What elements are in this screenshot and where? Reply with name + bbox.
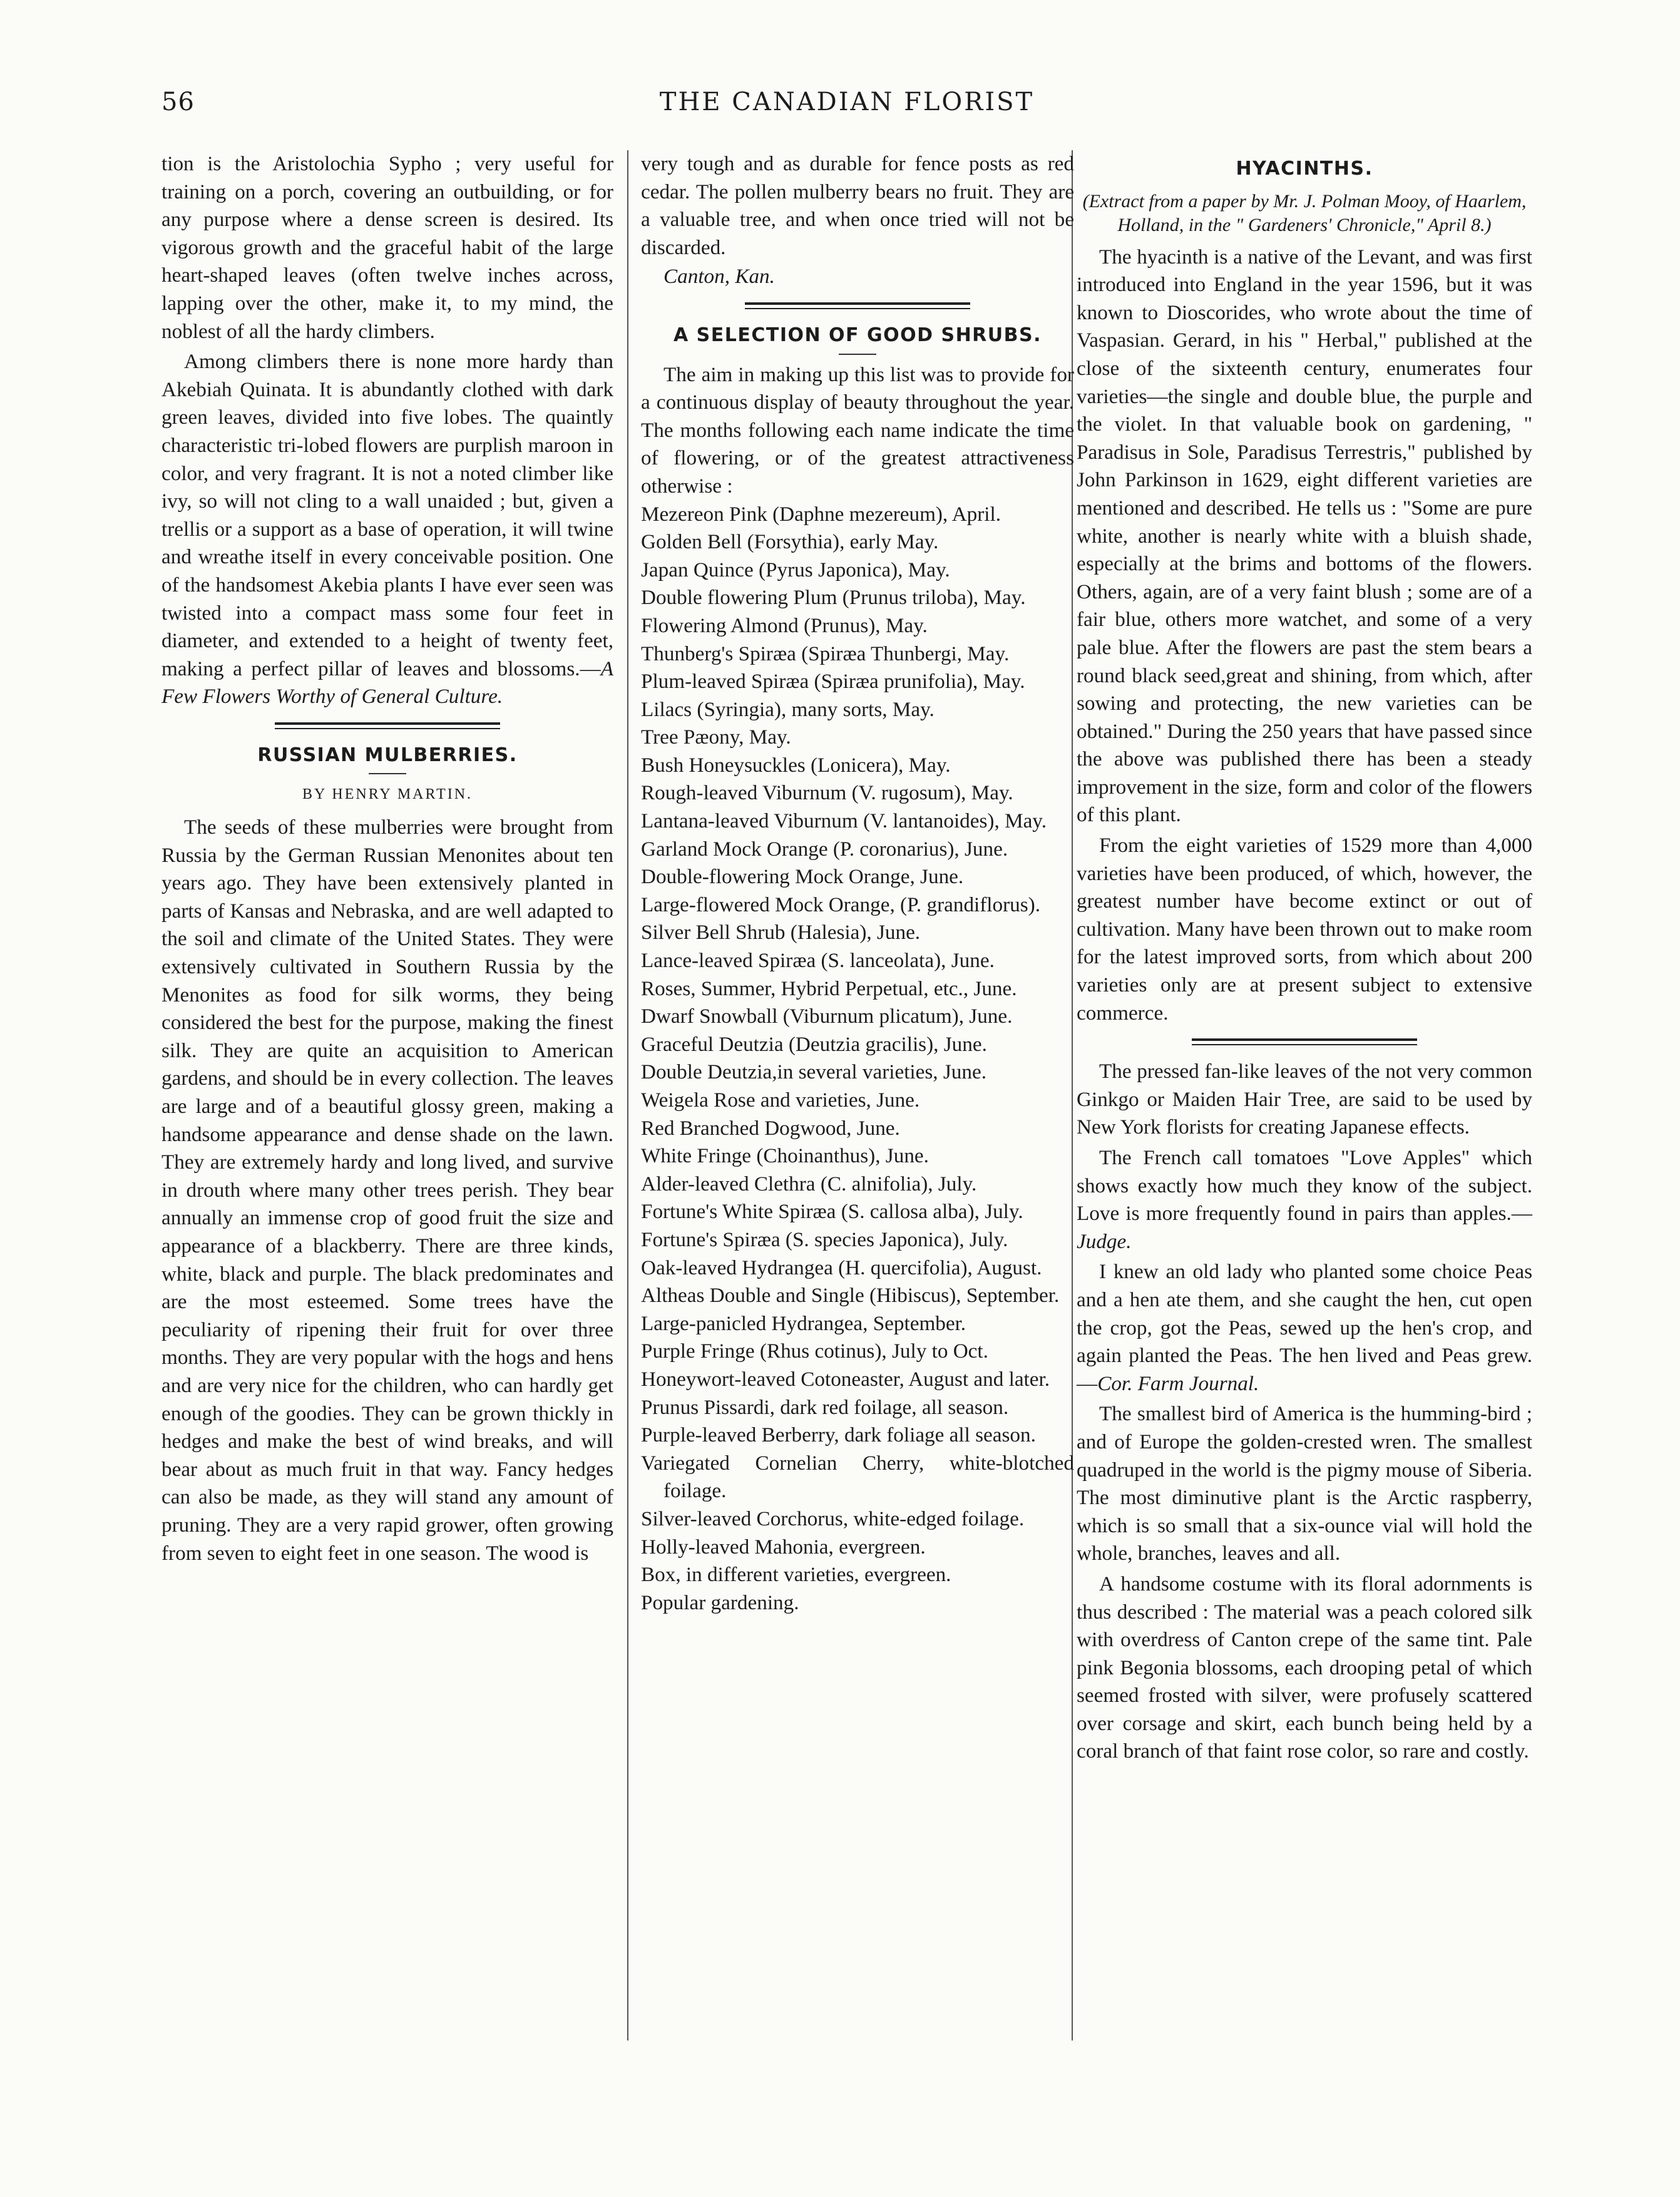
shrub-list-item: Red Branched Dogwood, June.	[641, 1116, 900, 1140]
shrub-list-item: Flowering Almond (Prunus), May.	[641, 613, 928, 637]
shrub-list-item: Double Deutzia,in several varieties, June.	[641, 1060, 987, 1084]
shrub-list-item: Bush Honeysuckles (Lonicera), May.	[641, 753, 951, 777]
love-apples-source: Judge.	[1077, 1229, 1132, 1253]
shrub-list-item: Silver-leaved Corchorus, white-edged foilage.	[641, 1507, 1025, 1530]
shrub-list-item: Honeywort-leaved Cotoneaster, August and later.	[641, 1367, 1050, 1391]
shrub-list-item: Garland Mock Orange (P. coronarius), June.	[641, 837, 1008, 861]
shrub-list-item: Variegated Cornelian Cherry, white-blotched foilage.	[641, 1451, 1074, 1503]
column-rule-left	[627, 150, 628, 2041]
shrub-list-item: Fortune's White Spiræa (S. callosa alba), July.	[641, 1200, 1023, 1224]
good-shrubs-heading: A SELECTION OF GOOD SHRUBS.	[673, 324, 1042, 346]
russian-mulberries-heading: RUSSIAN MULBERRIES.	[257, 744, 518, 766]
running-title: THE CANADIAN FLORIST	[659, 88, 1035, 116]
hyacinths-paragraph-1: The hyacinth is a native of the Levant, and was first introduced into England in the year 1596, but it was known to Dioscorides, who wrote about the time of Vaspasian. Gerard, in his " Herbal," published at the close of the sixteenth century, enumerates four varieties—the single and double blue, the purple and the violet. In that valuable book on gardening, " Paradisus in Sole, Paradisus Terrestris," published by John Parkinson in 1629, eight different varieties are mentioned and described. He tells us : "Some are pure white, another is nearly white with a bluish shade, especially at the brims and bottoms of the flowers. Others, again, are of a very faint blush ; some are of a fair blue, others more watchet, and some of a very pale blue. After the flowers are past the stem bears a round black seed,great and shining, from which, after sowing and protecting, the new varieties can be obtained." During the 250 years that have passed since the above was published there has been a steady improvement in the size, form and color of the flowers of this plant.	[1077, 245, 1532, 827]
love-apples-paragraph	[1077, 1144, 1532, 1256]
mulberries-continued: very tough and as durable for fence posts as red cedar. The pollen mulberry bears no fruit. They are a valuable tree, and when once tried will not be discarded.	[641, 152, 1074, 259]
shrub-list-item: White Fringe (Choinanthus), June.	[641, 1144, 929, 1168]
shrub-list-item: Lantana-leaved Viburnum (V. lantanoides), May.	[641, 809, 1047, 833]
shrub-list-item: Plum-leaved Spiræa (Spiræa prunifolia), May.	[641, 670, 1025, 694]
hyacinths-heading: HYACINTHS.	[1236, 158, 1373, 180]
akebia-source: A Few Flowers Worthy of General Culture.	[161, 657, 613, 709]
shrub-list-item: Golden Bell (Forsythia), early May.	[641, 530, 939, 554]
shrubs-intro: The aim in making up this list was to provide for a continuous display of beauty throughout the year. The months following each name indicate the time of flowering, or of the greatest attractiveness otherwise :	[641, 362, 1074, 498]
aristolochia-paragraph: tion is the Aristolochia Sypho ; very useful for training on a porch, covering an outbuilding, or for any purpose where a dense screen is desired. Its vigorous growth and the graceful habit of the large heart-shaped leaves (often twelve inches across, lapping over the other, make it, to my mind, the noblest of all the hardy climbers.	[161, 152, 613, 343]
shrub-list-item: Alder-leaved Clethra (C. alnifolia), July.	[641, 1172, 977, 1196]
shrub-list-item: Lilacs (Syringia), many sorts, May.	[641, 697, 935, 721]
mulberries-byline: BY HENRY MARTIN.	[302, 786, 473, 803]
page-number: 56	[161, 88, 195, 116]
shrub-list-item: Double flowering Plum (Prunus triloba), May.	[641, 586, 1026, 610]
ginkgo-paragraph: The pressed fan-like leaves of the not very common Ginkgo or Maiden Hair Tree, are said to be used by New York florists for creating Japanese effects.	[1077, 1060, 1532, 1139]
shrub-list-item: Purple Fringe (Rhus cotinus), July to Oct.	[641, 1339, 988, 1363]
shrub-list-item: Fortune's Spiræa (S. species Japonica), July.	[641, 1227, 1008, 1251]
shrub-list-item: Box, in different varieties, evergreen.	[641, 1563, 951, 1587]
section-divider	[745, 302, 970, 309]
shrub-list-item: Lance-leaved Spiræa (S. lanceolata), June.	[641, 949, 995, 973]
shrub-list-item: Large-panicled Hydrangea, September.	[641, 1311, 966, 1335]
akebia-text: Among climbers there is none more hardy than Akebiah Quinata. It is abundantly clothed with dark green leaves, divided into five lobes. The quaintly characteristic tri-lobed flowers are purplish maroon in color, and very fragrant. It is not a noted climber like ivy, so will not cling to a wall unaided ; but, given a trellis or a support as a base of operation, it will twine and wreathe itself in every conceivable position. One of the handsomest Akebia plants I have ever seen was twisted into a compact mass some four feet in diameter, and extended to a height of twenty feet, making a perfect pillar of leaves and blossoms.—	[161, 350, 613, 680]
mulberries-signature: Canton, Kan.	[663, 265, 775, 289]
shrub-list-item: Silver Bell Shrub (Halesia), June.	[641, 921, 921, 945]
column-left	[161, 150, 613, 1567]
shrub-list-item: Prunus Pissardi, dark red foilage, all season.	[641, 1395, 1009, 1419]
shrub-list-item: Large-flowered Mock Orange, (P. grandiflorus).	[641, 893, 1041, 916]
love-apples-text: The French call tomatoes "Love Apples" which shows exactly how much they know of the subject. Love is more frequently found in pairs than apples.—	[1077, 1146, 1532, 1226]
shrub-list-item: Tree Pæony, May.	[641, 725, 791, 749]
page-header	[161, 88, 1532, 123]
costume-paragraph: A handsome costume with its floral adornments is thus described : The material was a peach colored silk with overdress of Canton crepe of the same tint. Pale pink Begonia blossoms, each drooping petal of which seemed frosted with silver, were profusely scattered over corsage and skirt, each bunch being held by a coral branch of that faint rose color, so rare and costly.	[1077, 1572, 1532, 1763]
shrub-list-item: Rough-leaved Viburnum (V. rugosum), May.	[641, 781, 1013, 805]
smallest-bird-paragraph: The smallest bird of America is the humming-bird ; and of Europe the golden-crested wren. The smallest quadruped in the world is the pigmy mouse of Siberia. The most diminutive plant is the Arctic raspberry, which is so small that a six-ounce vial will hold the whole, branches, leaves and all.	[1077, 1402, 1532, 1565]
peas-paragraph	[1077, 1258, 1532, 1398]
shrub-list-item: Purple-leaved Berberry, dark foliage all season.	[641, 1423, 1036, 1447]
shrub-list-item: Altheas Double and Single (Hibiscus), September.	[641, 1284, 1060, 1308]
shrub-list-item: Double-flowering Mock Orange, June.	[641, 865, 964, 889]
shrub-list-item: Graceful Deutzia (Deutzia gracilis), June.	[641, 1032, 987, 1056]
shrub-list-item: Oak-leaved Hydrangea (H. quercifolia), August.	[641, 1256, 1042, 1279]
shrub-list-item: Thunberg's Spiræa (Spiræa Thunbergi, May.	[641, 642, 1010, 665]
shrub-list-item: Roses, Summer, Hybrid Perpetual, etc., June.	[641, 976, 1017, 1000]
heading-dash	[839, 354, 876, 355]
akebia-paragraph	[161, 348, 613, 711]
shrub-list-item: Mezereon Pink (Daphne mezereum), April.	[641, 502, 1001, 526]
section-divider	[1192, 1038, 1417, 1045]
shrub-list	[641, 501, 1074, 1617]
shrub-list-item: Weigela Rose and varieties, June.	[641, 1088, 920, 1112]
shrub-list-item: Holly-leaved Mahonia, evergreen.	[641, 1535, 926, 1559]
shrub-list-item: Japan Quince (Pyrus Japonica), May.	[641, 558, 950, 581]
section-divider	[275, 722, 500, 729]
peas-source: Cor. Farm Journal.	[1097, 1371, 1259, 1395]
hyacinths-source-note: (Extract from a paper by Mr. J. Polman Mooy, of Haarlem, Holland, in the " Gardeners' Chronicle," April 8.)	[1082, 190, 1527, 235]
column-right	[1077, 150, 1532, 1766]
heading-dash	[369, 773, 406, 774]
mulberries-paragraph: The seeds of these mulberries were brought from Russia by the German Russian Menonites about ten years ago. They have been extensively planted in parts of Kansas and Nebraska, and are well adapted to the soil and climate of the United States. They were extensively cultivated in Southern Russia by the Menonites as food for silk worms, they being considered the best for the purpose, making the finest silk. They are quite an acquisition to American gardens, and should be in every collection. The leaves are large and of a beautiful glossy green, making a handsome appearance and dense shade on the lawn. They are extremely hardy and long lived, and survive in drouth where many other trees perish. They bear annually an immense crop of good fruit the size and appearance of a blackberry. There are three kinds, white, black and purple. The black predominates and are the most esteemed. Some trees have the peculiarity of ripening their fruit for over three months. They are very popular with the hogs and hens and are very nice for the children, who can hardly get enough of the goodies. They can be grown thickly in hedges and make the best of wind breaks, and will bear about as much fruit in that way. Fancy hedges can also be made, as they will stand any amount of pruning. They are a very rapid grower, often growing from seven to eight feet in one season. The wood is	[161, 816, 613, 1565]
column-middle	[641, 150, 1074, 1617]
shrub-list-item: Popular gardening.	[641, 1590, 799, 1614]
peas-text: I knew an old lady who planted some choice Peas and a hen ate them, and she caught the hen, cut open the crop, got the Peas, sewed up the hen's crop, and again planted the Peas. The hen lived and Peas grew.—	[1077, 1260, 1532, 1395]
shrub-list-item: Dwarf Snowball (Viburnum plicatum), June.	[641, 1005, 1013, 1028]
hyacinths-paragraph-2: From the eight varieties of 1529 more than 4,000 varieties have been produced, of which, however, the greatest number have become extinct or out of cultivation. Many have been thrown out to make room for the latest improved sorts, from which about 200 varieties only are at present subject to extensive commerce.	[1077, 834, 1532, 1025]
